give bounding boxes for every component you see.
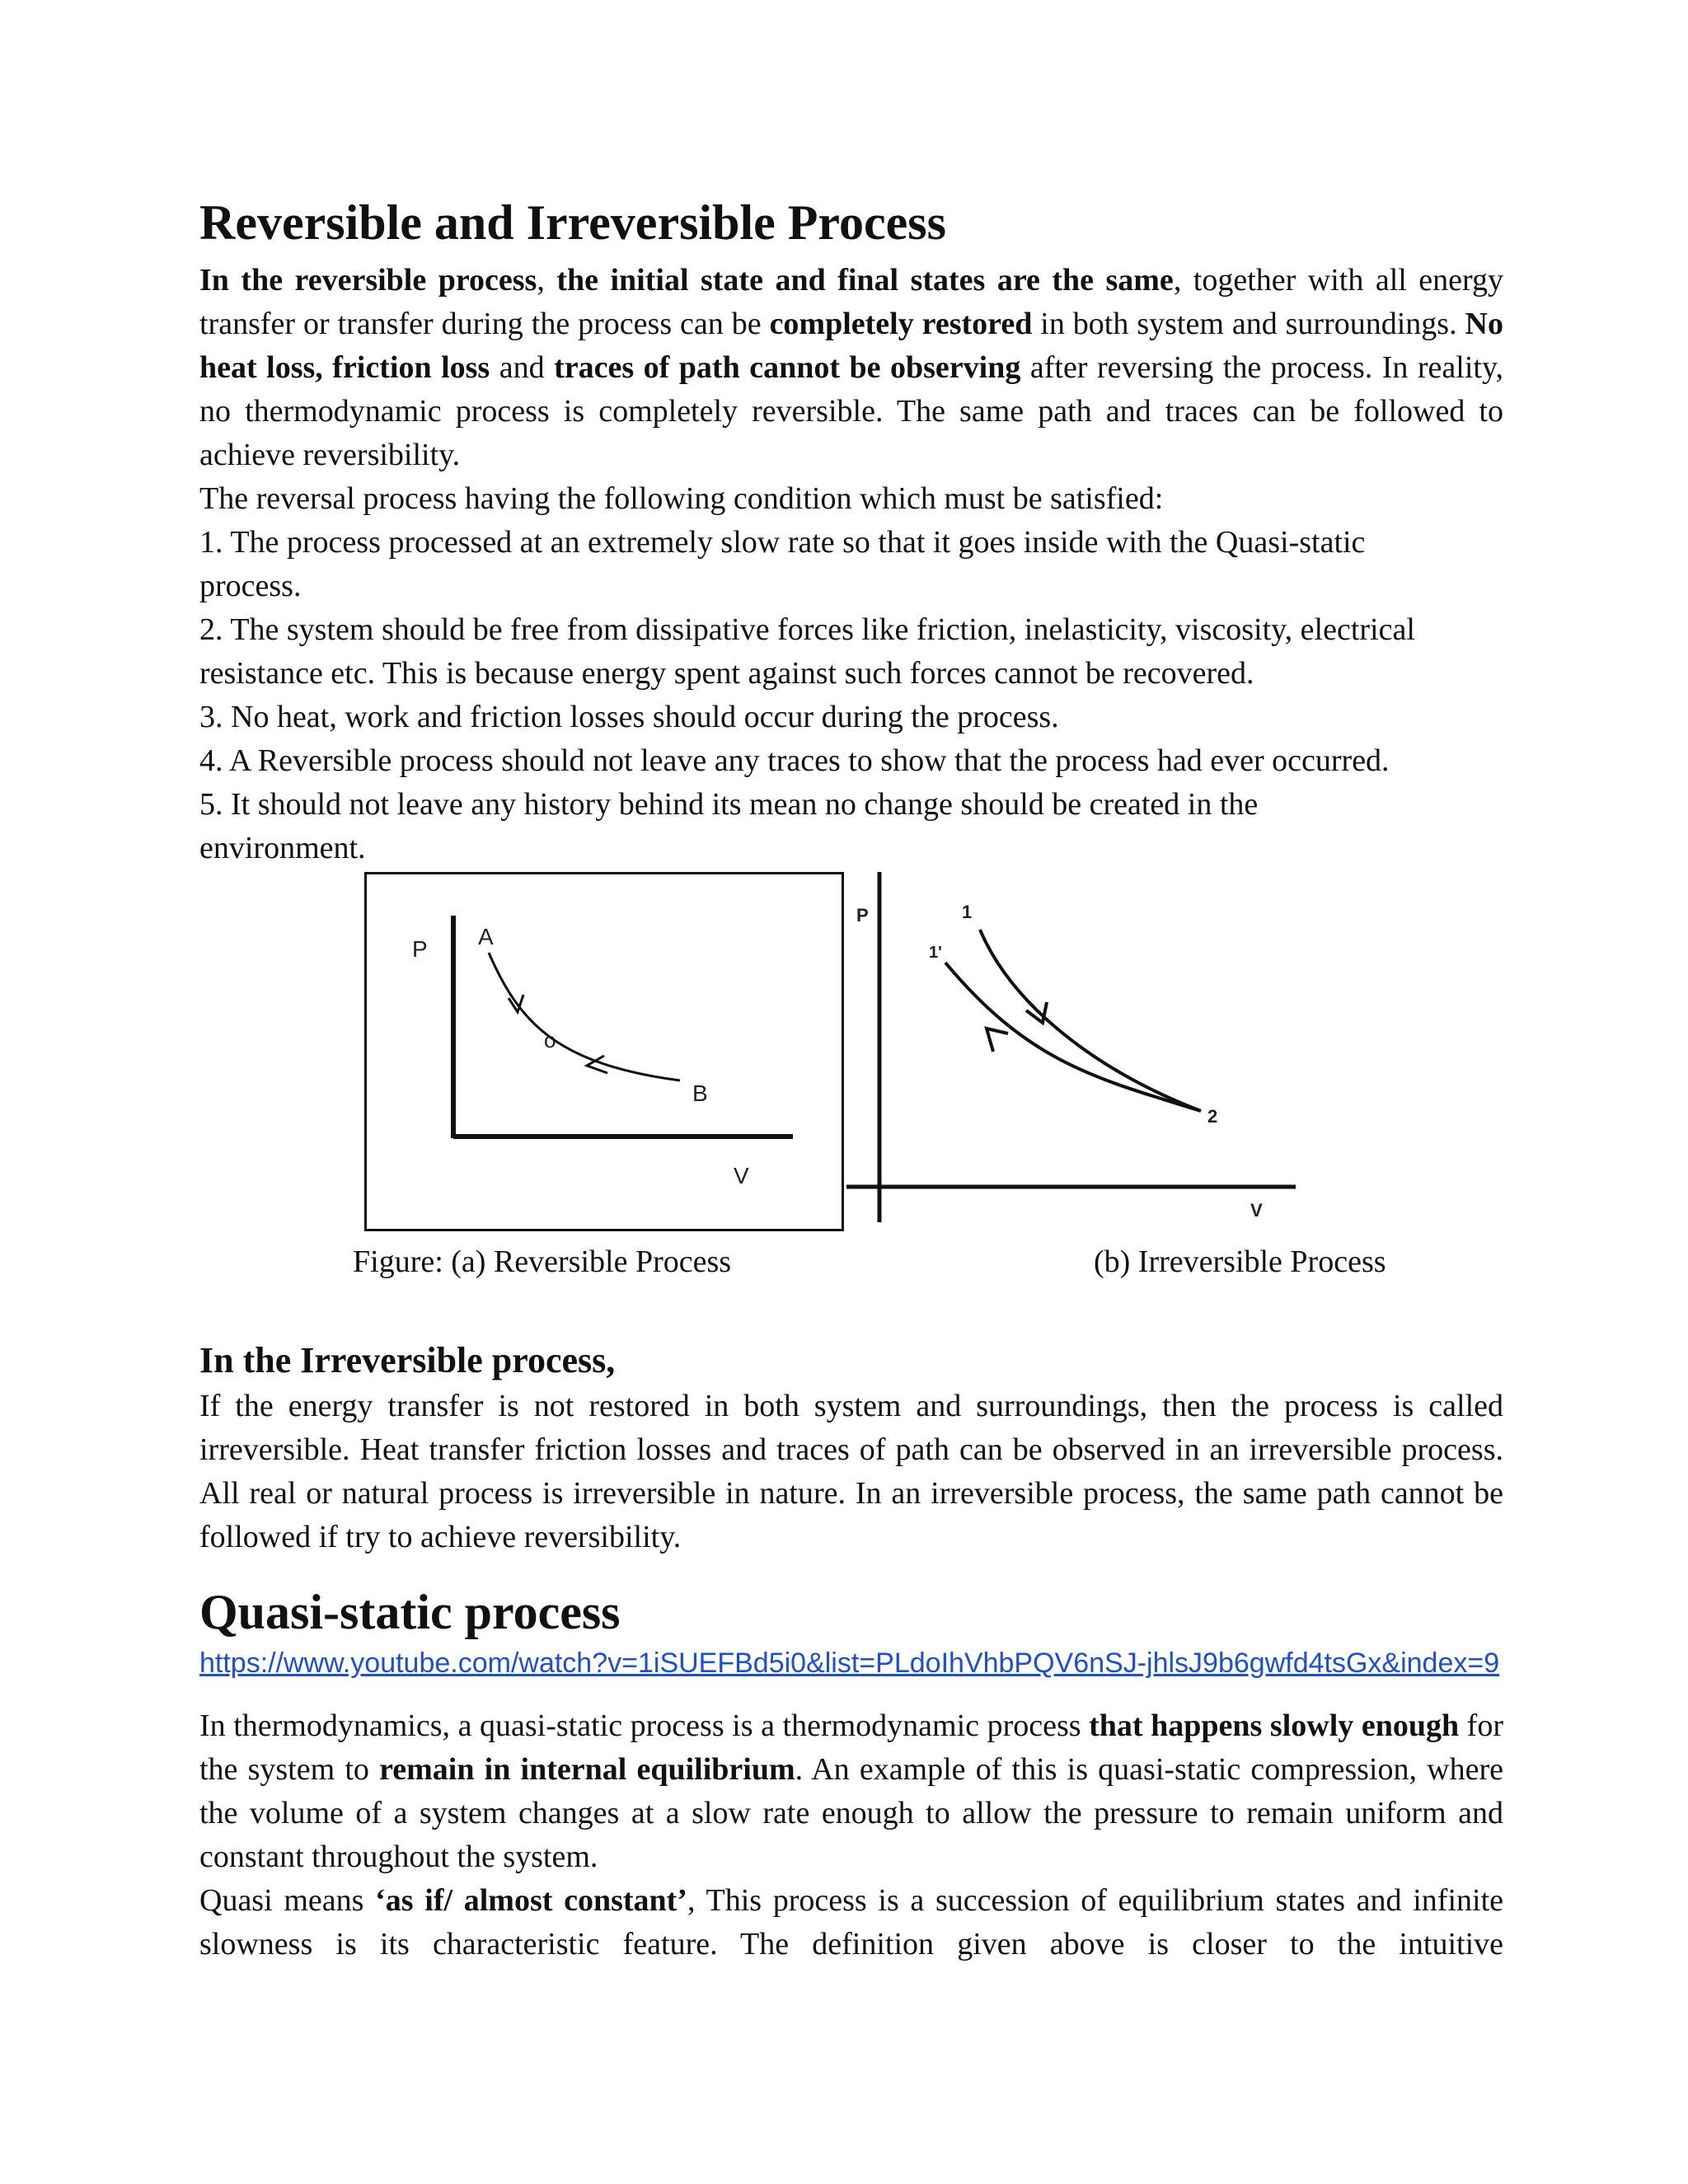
intro-run: , together with all energy transfer or transfer during the process can be xyxy=(199,263,1503,341)
condition-item: 5. It should not leave any history behind its mean no change should be created in the environment. xyxy=(199,787,1259,865)
figure-caption-a: Figure: (a) Reversible Process xyxy=(353,1244,732,1279)
section-title-quasi-static: Quasi-static process xyxy=(199,1585,621,1639)
point-1-label: 1 xyxy=(962,902,973,922)
figure xyxy=(199,872,1503,1301)
irreversible-return-curve xyxy=(945,963,1201,1111)
para-run: In thermodynamics, a quasi-static process is a thermodynamic process xyxy=(199,1708,1090,1743)
intro-run: after reversing the process. In reality, no thermodynamic process is completely reversible. The same path and traces can be followed to achieve reversibility. xyxy=(199,350,1503,472)
figure-caption-b: (b) Irreversible Process xyxy=(1094,1244,1386,1279)
intro-run: in both system and surroundings. xyxy=(1032,307,1465,341)
conditions-intro: The reversal process having the following condition which must be satisfied: xyxy=(199,481,1164,516)
v-axis-label: V xyxy=(734,1163,749,1188)
irreversible-forward-curve xyxy=(980,930,1201,1111)
reversible-curve xyxy=(489,953,680,1080)
para-run: for the system to xyxy=(199,1708,1503,1787)
point-1prime-label: 1' xyxy=(929,944,942,962)
p-axis-label: P xyxy=(412,936,428,962)
para-run: that happens slowly enough xyxy=(1089,1708,1460,1743)
reversible-intro-paragraph xyxy=(199,259,1503,477)
reversible-diagram-svg xyxy=(367,874,842,1229)
irreversible-paragraph: If the energy transfer is not restored in both system and surroundings, then the process is called irreversible. Heat transfer friction losses and traces of path can be observed in an irreversible process. All real or natural process is irreversible in nature. In an irreversible process, the same path cannot be followed if try to achieve reversibility. xyxy=(199,1389,1503,1554)
reversible-pv-diagram xyxy=(364,872,844,1231)
document-page xyxy=(199,194,1503,1966)
irreversible-diagram-svg xyxy=(846,872,1308,1231)
para-run: , This process is a succession of equilibrium states and infinite slowness is its characteristic feature. The definition given above is closer to the intuitive xyxy=(199,1883,1503,1961)
intro-run: In the reversible process xyxy=(199,263,537,298)
para-run: . An example of this is quasi-static compression, where the volume of a system changes at a slow rate enough to allow the pressure to remain uniform and constant throughout the system. xyxy=(199,1752,1503,1874)
point-b-label: B xyxy=(692,1080,708,1106)
quasi-static-paragraph-1 xyxy=(199,1704,1503,1879)
intro-run: and xyxy=(490,350,555,385)
irreversible-pv-diagram xyxy=(846,872,1308,1231)
arrow-up-icon xyxy=(987,1029,1008,1052)
v-axis-label: V xyxy=(1250,1200,1263,1221)
intro-run: No heat loss, friction loss xyxy=(199,307,1503,385)
intro-run: , xyxy=(537,263,557,298)
condition-item: 4. A Reversible process should not leave any traces to show that the process had ever occurred. xyxy=(199,743,1390,778)
intro-run: traces of path cannot be observing xyxy=(554,350,1021,385)
arrow-down-icon xyxy=(1026,1002,1047,1023)
section-heading-irreversible: In the Irreversible process, xyxy=(199,1340,616,1380)
point-a-label: A xyxy=(478,924,494,949)
youtube-link[interactable]: https://www.youtube.com/watch?v=1iSUEFBd5i0&list=PLdoIhVhbPQV6nSJ-jhlsJ9b6gwfd4tsGx&index=9 xyxy=(199,1647,1500,1679)
para-run: ‘as if/ almost constant’ xyxy=(375,1883,687,1918)
section-title-reversible: Reversible and Irreversible Process xyxy=(199,195,946,250)
condition-item: 2. The system should be free from dissipative forces like friction, inelasticity, viscosity, electrical resistance etc. This is because energy spent against such forces cannot be recovered. xyxy=(199,612,1415,691)
intro-run: completely restored xyxy=(769,307,1033,341)
point-o-label: o xyxy=(544,1028,556,1052)
condition-item: 3. No heat, work and friction losses should occur during the process. xyxy=(199,700,1059,734)
para-run: remain in internal equilibrium xyxy=(379,1752,795,1787)
intro-run: the initial state and final states are the same xyxy=(556,263,1174,298)
quasi-static-paragraph-2 xyxy=(199,1879,1503,1966)
point-2-label: 2 xyxy=(1207,1106,1218,1127)
condition-item: 1. The process processed at an extremely slow rate so that it goes inside with the Quasi-static process. xyxy=(199,525,1366,603)
para-run: Quasi means xyxy=(199,1883,376,1918)
p-axis-label: P xyxy=(856,905,869,926)
